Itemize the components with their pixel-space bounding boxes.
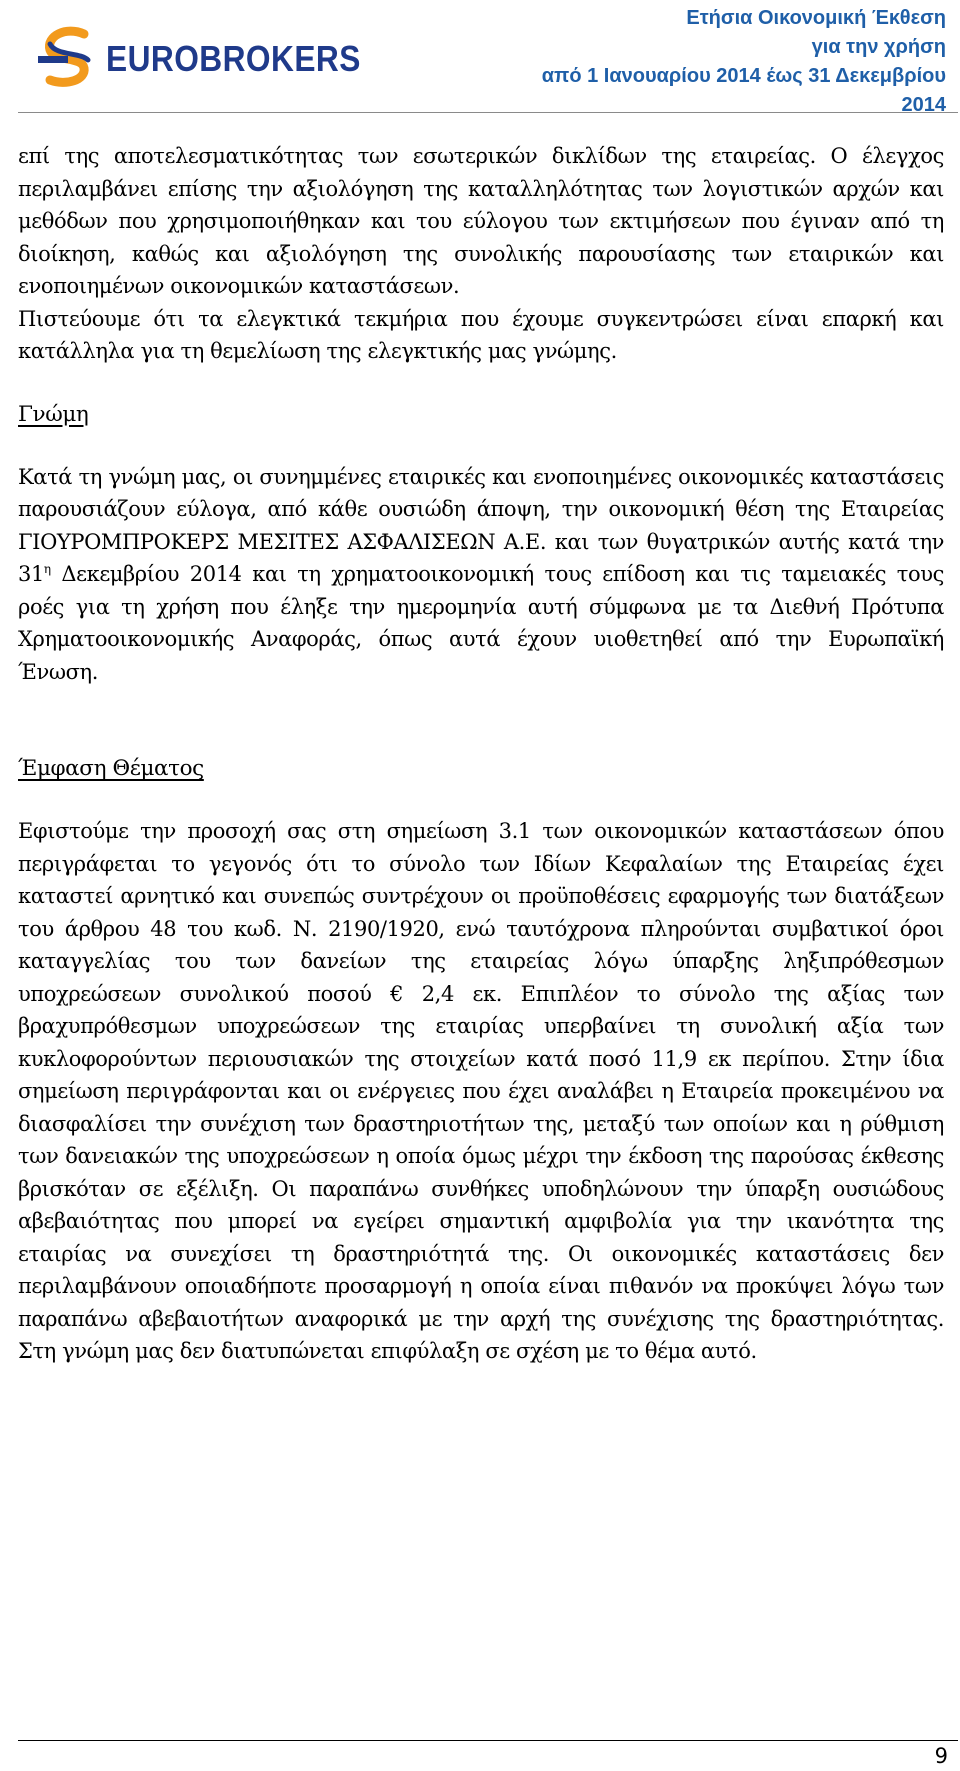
report-title-line: για την χρήση bbox=[811, 36, 946, 58]
paragraph-audit-scope: επί της αποτελεσματικότητας των εσωτερικών δικλίδων της εταιρείας. Ο έλεγχος περιλαμβάνει επίσης την αξιολόγηση της καταλληλότητας των λογιστικών αρχών και μεθόδων που χρησιμοποιήθηκαν και του εύλογου των εκτιμήσεων που έγιναν από τη διοίκηση, καθώς και αξιολόγηση της συνολικής παρουσίασης των εταιρικών και ενοποιημένων οικονομικών καταστάσεων. bbox=[18, 144, 944, 298]
page-header bbox=[18, 0, 958, 116]
heading-emphasis-of-matter: Έμφαση Θέματος bbox=[18, 756, 204, 781]
footer-rule bbox=[18, 1740, 958, 1741]
report-title-line: Ετήσια Οικονομική Έκθεση bbox=[686, 7, 946, 29]
page-number: 9 bbox=[934, 1744, 948, 1768]
paragraph-opinion bbox=[18, 461, 944, 689]
opinion-text: Κατά τη γνώμη μας, οι συνημμένες εταιρικές και ενοποιημένες οικονομικές καταστάσεις παρουσιάζουν εύλογα, από κάθε ουσιώδη άποψη, την οικονομική θέση της Εταιρείας ΓΙΟΥΡΟΜΠΡΟΚΕΡΣ ΜΕΣΙΤΕΣ ΑΣΦΑΛΙΣΕΩΝ Α.Ε. και των θυγατρικών αυτής κατά την 31 bbox=[18, 464, 944, 586]
logo-swoosh-icon bbox=[36, 22, 106, 92]
report-title-line: 2014 bbox=[901, 94, 946, 116]
company-logo bbox=[36, 22, 416, 92]
logo-wordmark: EUROBROKERS bbox=[106, 38, 361, 79]
report-title bbox=[542, 4, 946, 120]
heading-opinion: Γνώμη bbox=[18, 401, 89, 427]
document-body bbox=[18, 140, 944, 1368]
ordinal-superscript: η bbox=[43, 562, 51, 576]
paragraph-audit-evidence: Πιστεύουμε ότι τα ελεγκτικά τεκμήρια που έχουμε συγκεντρώσει είναι επαρκή και κατάλληλα για τη θεμελίωση της ελεγκτικής μας γνώμης. bbox=[18, 306, 944, 363]
paragraph-emphasis: Εφιστούμε την προσοχή σας στη σημείωση 3.1 των οικονομικών καταστάσεων όπου περιγράφεται το γεγονός ότι το σύνολο των Ιδίων Κεφαλαίων της Εταιρείας έχει καταστεί αρνητικό και συνεπώς συντρέχουν οι προϋποθέσεις εφαρμογής των διατάξεων του άρθρου 48 του κωδ. Ν. 2190/1920, ενώ ταυτόχρονα πληρούνται συμβατικοί όροι καταγγελίας του των δανείων της εταιρείας λόγω ύπαρξης ληξιπρόθεσμων υποχρεώσεων συνολικού ποσού € 2,4 εκ. Επιπλέον το σύνολο της αξίας των βραχυπρόθεσμων υποχρεώσεων της εταιρίας υπερβαίνει τη συνολική αξία των κυκλοφορούντων περιουσιακών της στοιχείων κατά ποσό 11,9 εκ περίπου. Στην ίδια σημείωση περιγράφονται και οι ενέργειες που έχει αναλάβει η Εταιρεία προκειμένου να διασφαλίσει την συνέχιση των δραστηριοτήτων της, μεταξύ των οποίων και η ρύθμιση των δανειακών της υποχρεώσεων η οποία όμως μέχρι την έκδοση της παρούσας έκθεσης βρισκόταν σε εξέλιξη. Οι παραπάνω συνθήκες υποδηλώνουν την ύπαρξη ουσιώδους αβεβαιότητας που μπορεί να εγείρει σημαντική αμφιβολία για την ικανότητα της εταιρίας να συνεχίσει τη δραστηριότητά της. Οι οικονομικές καταστάσεις δεν περιλαμβάνουν οποιαδήποτε προσαρμογή η οποία είναι πιθανόν να προκύψει λόγω των παραπάνω αβεβαιοτήτων αναφορικά με την αρχή της συνέχισης της δραστηριότητας. Στη γνώμη μας δεν διατυπώνεται επιφύλαξη σε σχέση με το θέμα αυτό. bbox=[18, 819, 944, 1363]
report-title-line: από 1 Ιανουαρίου 2014 έως 31 Δεκεμβρίου bbox=[541, 65, 946, 87]
opinion-text-cont: Δεκεμβρίου 2014 και τη χρηματοοικονομική τους επίδοση και τις ταμειακές τους ροές για τη χρήση που έληξε την ημερομηνία αυτή σύμφωνα με τα Διεθνή Πρότυπα Χρηματοοικονομικής Αναφοράς, όπως αυτά έχουν υιοθετηθεί από την Ευρωπαϊκή Ένωση. bbox=[18, 562, 944, 684]
